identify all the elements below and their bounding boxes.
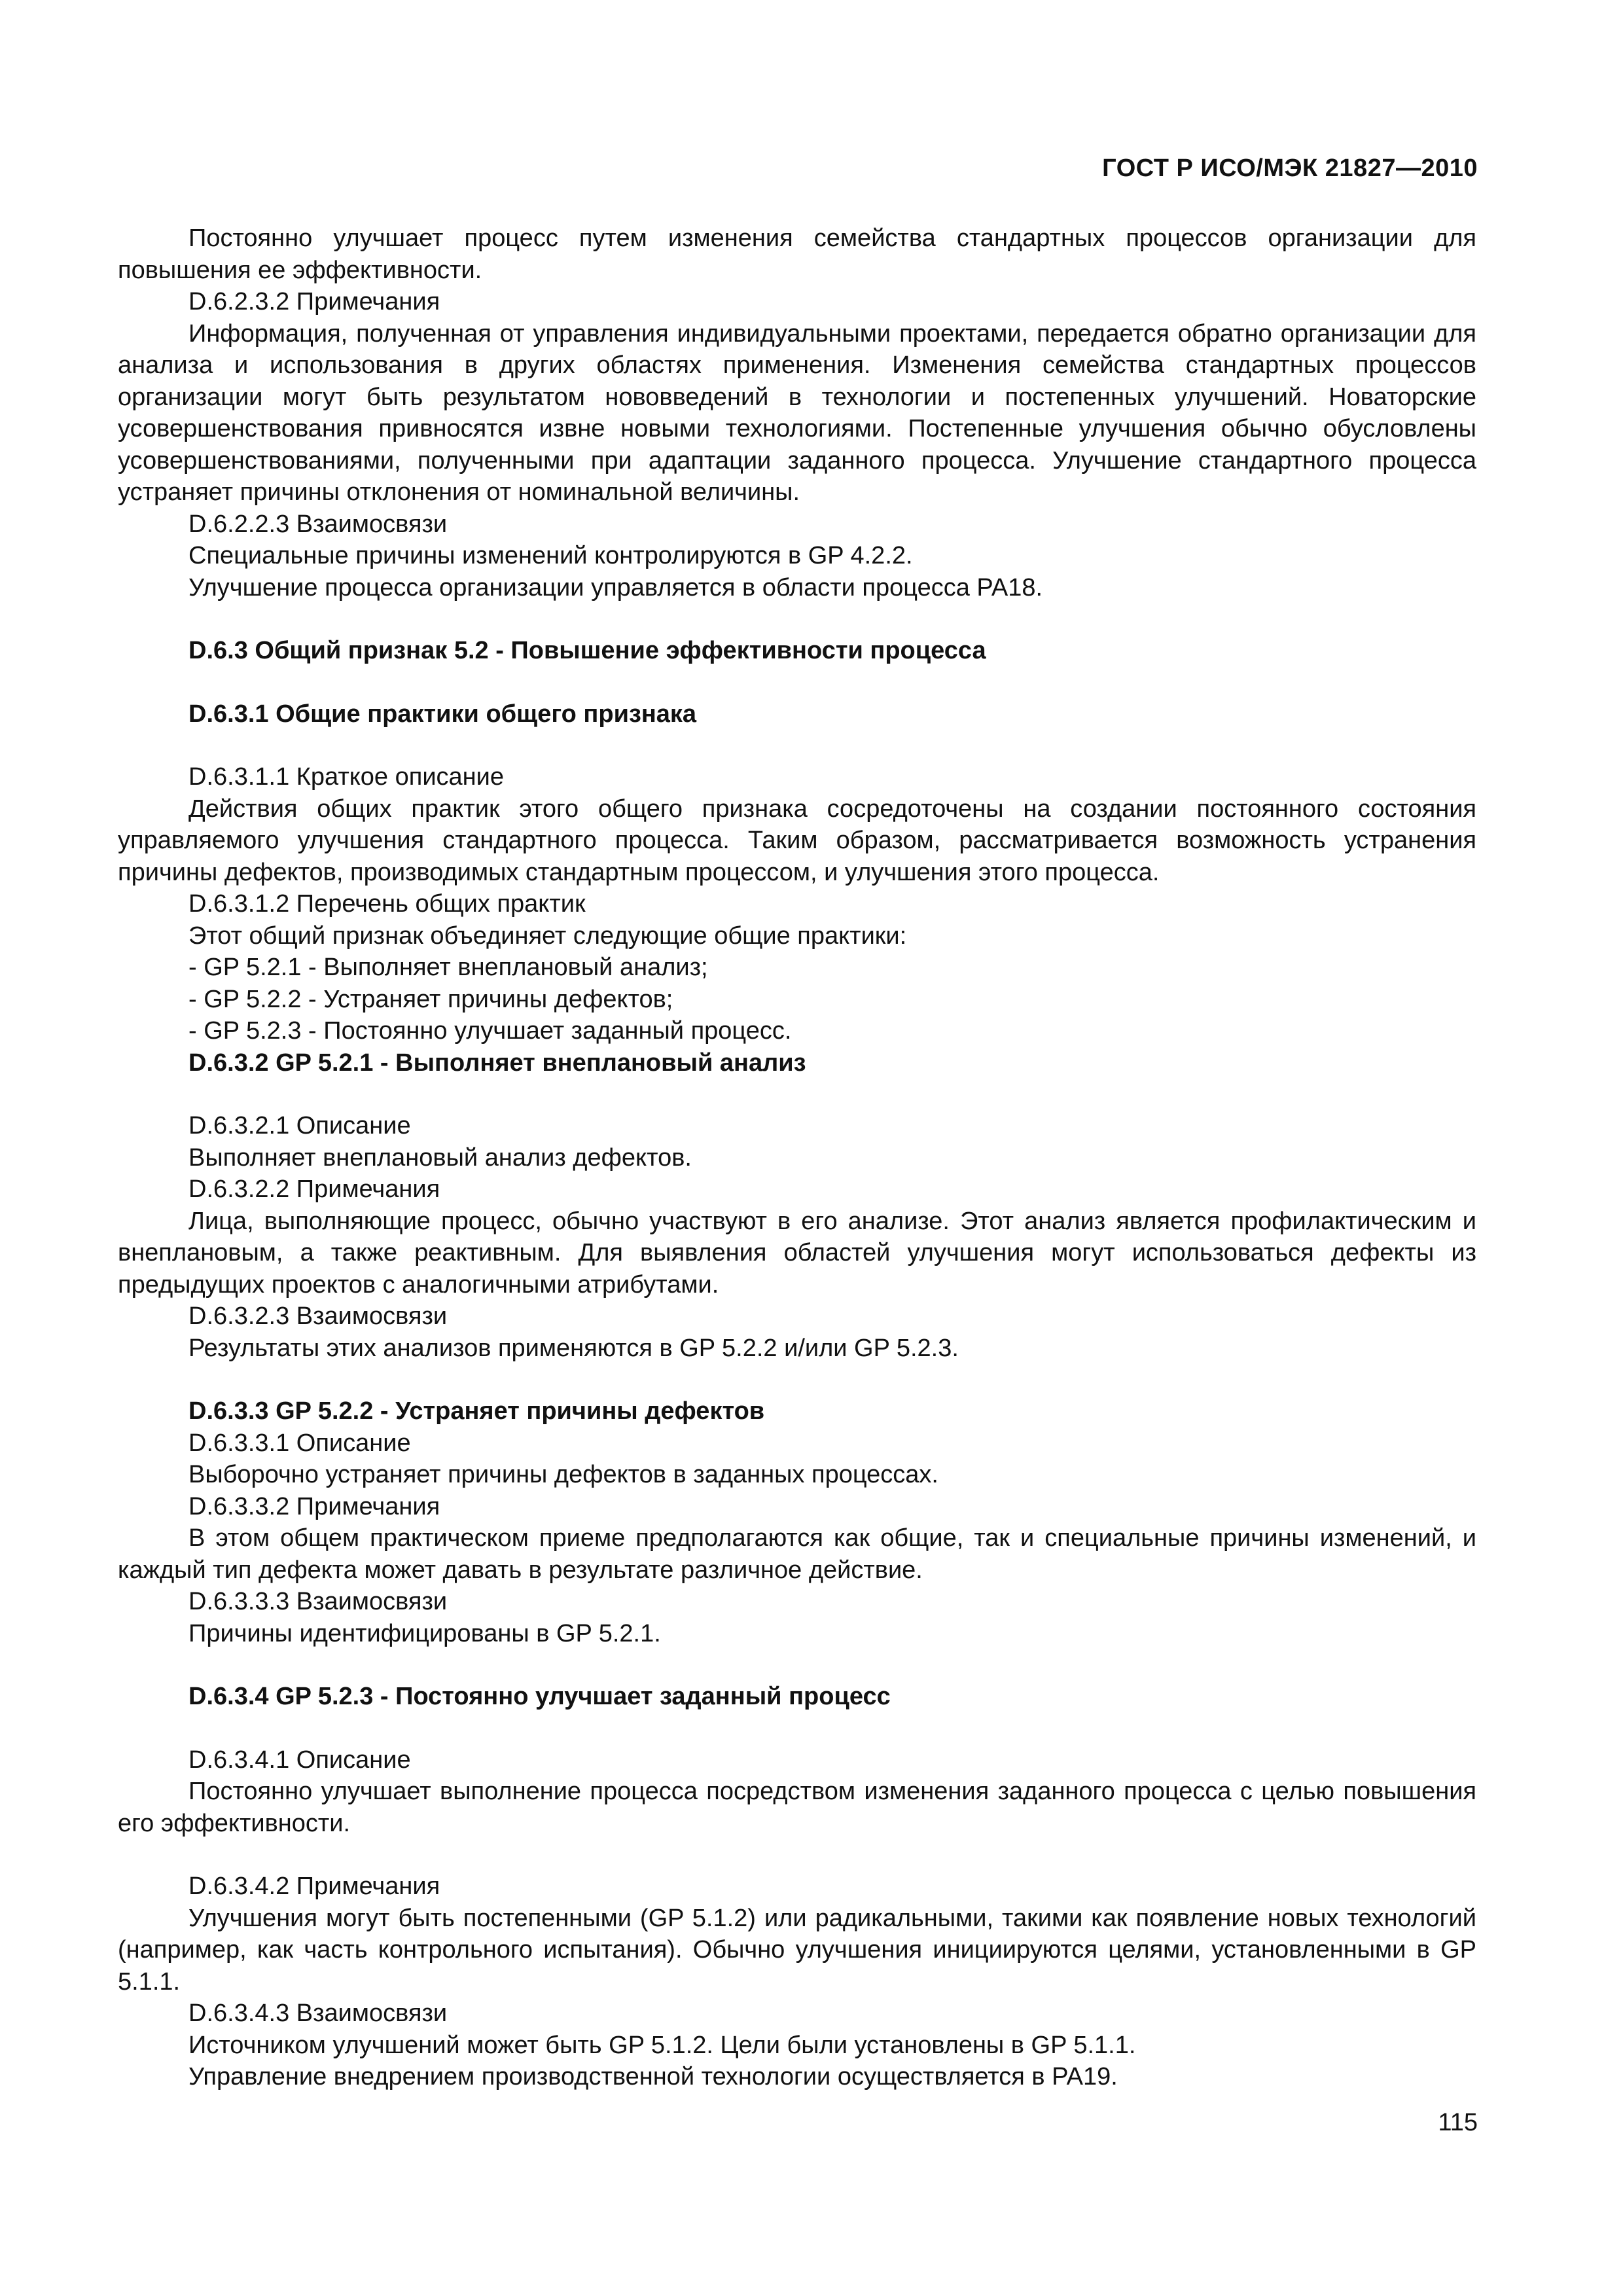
- paragraph: Улучшение процесса организации управляется в области процесса PA18.: [188, 573, 1043, 601]
- subsection-label: D.6.3.2.1 Описание: [188, 1112, 411, 1139]
- paragraph: Улучшения могут быть постепенными (GP 5.1.2) или радикальными, такими как появление новых технологий (например, как часть контрольного испытания). Обычно улучшения инициируются целями, установленными в GP 5.1.1.: [118, 1904, 1476, 1996]
- paragraph: Результаты этих анализов применяются в GP 5.2.2 и/или GP 5.2.3.: [188, 1334, 959, 1362]
- subsection-label: D.6.3.2.2 Примечания: [188, 1175, 440, 1203]
- section-heading: D.6.3.4 GP 5.2.3 - Постоянно улучшает заданный процесс: [188, 1683, 891, 1710]
- subsection-label: D.6.3.2.3 Взаимосвязи: [188, 1302, 448, 1330]
- list-item: - GP 5.2.1 - Выполняет внеплановый анализ;: [188, 954, 708, 981]
- page-number: 115: [1438, 2109, 1478, 2136]
- section-heading: D.6.3.1 Общие практики общего признака: [188, 700, 697, 728]
- subsection-label: D.6.3.4.2 Примечания: [188, 1873, 440, 1900]
- paragraph: Специальные причины изменений контролируются в GP 4.2.2.: [188, 542, 913, 569]
- subsection-label: D.6.3.3.2 Примечания: [188, 1492, 440, 1520]
- list-item: - GP 5.2.3 - Постоянно улучшает заданный процесс.: [188, 1017, 792, 1045]
- paragraph: Этот общий признак объединяет следующие общие практики:: [188, 922, 907, 950]
- section-heading: D.6.3.2 GP 5.2.1 - Выполняет внеплановый анализ: [188, 1049, 806, 1077]
- paragraph: Постоянно улучшает выполнение процесса посредством изменения заданного процесса с целью повышения его эффективности.: [118, 1778, 1476, 1837]
- section-heading: D.6.3 Общий признак 5.2 - Повышение эффективности процесса: [188, 637, 986, 664]
- subsection-label: D.6.3.3.3 Взаимосвязи: [188, 1588, 448, 1615]
- subsection-label: D.6.3.4.1 Описание: [188, 1746, 411, 1774]
- paragraph: Управление внедрением производственной технологии осуществляется в PA19.: [188, 2063, 1118, 2090]
- document-body: [118, 223, 1476, 2093]
- document-header: ГОСТ Р ИСО/МЭК 21827—2010: [1102, 154, 1478, 182]
- paragraph: Лица, выполняющие процесс, обычно участвуют в его анализе. Этот анализ является профилактическим и внеплановым, а также реактивным. Для выявления областей улучшения могут использоваться дефекты из предыдущих проектов с аналогичными атрибутами.: [118, 1207, 1476, 1299]
- subsection-label: D.6.3.4.3 Взаимосвязи: [188, 2000, 448, 2027]
- subsection-label: D.6.2.2.3 Взаимосвязи: [188, 510, 448, 538]
- paragraph: В этом общем практическом приеме предполагаются как общие, так и специальные причины изменений, и каждый тип дефекта может давать в результате различное действие.: [118, 1524, 1476, 1584]
- paragraph: Причины идентифицированы в GP 5.2.1.: [188, 1619, 661, 1647]
- list-item: - GP 5.2.2 - Устраняет причины дефектов;: [188, 985, 673, 1013]
- subsection-label: D.6.3.1.1 Краткое описание: [188, 763, 505, 791]
- paragraph: Источником улучшений может быть GP 5.1.2. Цели были установлены в GP 5.1.1.: [188, 2031, 1136, 2059]
- paragraph: Выборочно устраняет причины дефектов в заданных процессах.: [188, 1461, 938, 1488]
- paragraph: Выполняет внеплановый анализ дефектов.: [188, 1143, 692, 1172]
- subsection-label: D.6.3.3.1 Описание: [188, 1429, 411, 1457]
- paragraph: Действия общих практик этого общего признака сосредоточены на создании постоянного состояния управляемого улучшения стандартного процесса. Таким образом, рассматривается возможность устранения причины дефектов, производимых стандартным процессом, и улучшения этого процесса.: [118, 795, 1476, 886]
- subsection-label: D.6.2.3.2 Примечания: [188, 288, 440, 315]
- paragraph: Постоянно улучшает процесс путем изменения семейства стандартных процессов организации для повышения ее эффективности.: [118, 224, 1476, 284]
- paragraph: Информация, полученная от управления индивидуальными проектами, передается обратно организации для анализа и использования в других областях применения. Изменения семейства стандартных процессов организации могут быть результатом нововведений в технологии и постепенных улучшений. Новаторские усовершенствования привносятся извне новыми технологиями. Постепенные улучшения обычно обусловлены усовершенствованиями, полученными при адаптации заданного процесса. Улучшение стандартного процесса устраняет причины отклонения от номинальной величины.: [118, 319, 1476, 506]
- subsection-label: D.6.3.1.2 Перечень общих практик: [188, 890, 586, 918]
- section-heading: D.6.3.3 GP 5.2.2 - Устраняет причины дефектов: [188, 1397, 765, 1425]
